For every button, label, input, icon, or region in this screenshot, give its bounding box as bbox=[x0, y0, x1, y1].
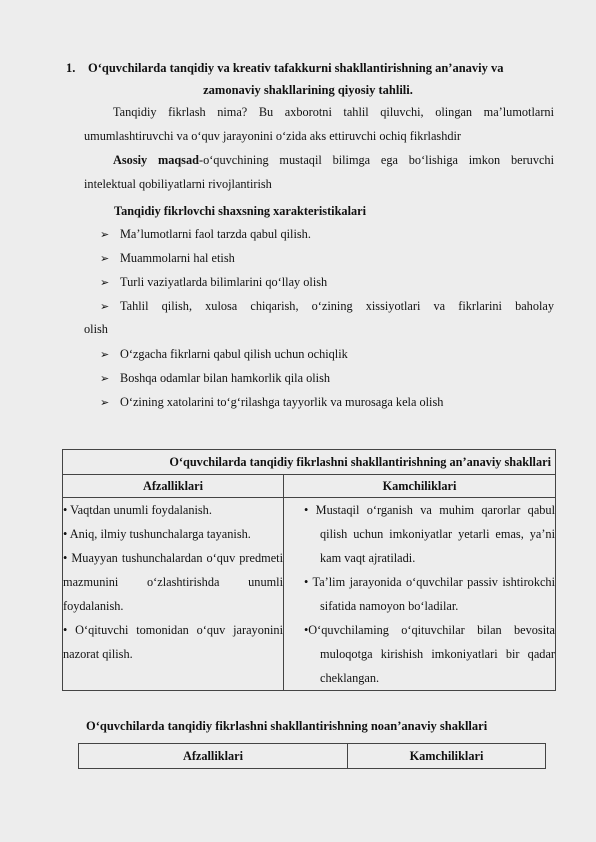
list-item: • Aniq, ilmiy tushunchalarga tayanish. bbox=[63, 527, 251, 541]
table-title: O‘quvchilarda tanqidiy fikrlashni shakllantirishning an’anaviy shakllari bbox=[63, 450, 556, 475]
list-item: • Muayyan tushunchalardan o‘quv predmeti mazmunini o‘zlashtirishda unumli foydalanish. bbox=[63, 551, 283, 613]
non-traditional-forms-table bbox=[78, 743, 546, 769]
trait-item: ➢ Tahlil qilish, xulosa chiqarish, o‘zining xissiyotlari va fikrlarini baholay bbox=[100, 294, 554, 319]
trait-item: ➢ Ma’lumotlarni faol tarzda qabul qilish. bbox=[100, 222, 554, 247]
arrow-bullet-icon: ➢ bbox=[100, 252, 110, 265]
goal-paragraph bbox=[84, 148, 554, 196]
arrow-bullet-icon: ➢ bbox=[100, 228, 110, 241]
list-item: •O‘quvchilaming o‘qituvchilar bilan bevosita muloqotga kirishish imkoniyatlari bir qadar cheklangan. bbox=[304, 623, 555, 685]
list-item: • Ta’lim jarayonida o‘quvchilar passiv ishtirokchi sifatida namoyon bo‘ladilar. bbox=[304, 575, 555, 613]
goal-text: -o‘quvchining mustaqil bilimga ega bo‘lishiga imkon beruvchi intelektual qobiliyatlarni rivojlantirish bbox=[84, 153, 554, 191]
arrow-bullet-icon: ➢ bbox=[100, 348, 110, 361]
trait-item: ➢ Turli vaziyatlarda bilimlarini qo‘llay olish bbox=[100, 270, 554, 295]
heading-number: 1. bbox=[66, 61, 76, 75]
disadvantages-cell bbox=[284, 498, 556, 691]
list-item: • Vaqtdan unumli foydalanish. bbox=[63, 503, 212, 517]
trait-item-continuation: olish bbox=[84, 322, 108, 336]
arrow-bullet-icon: ➢ bbox=[100, 300, 110, 313]
arrow-bullet-icon: ➢ bbox=[100, 276, 110, 289]
arrow-bullet-icon: ➢ bbox=[100, 396, 110, 409]
column-header-disadvantages: Kamchiliklari bbox=[284, 475, 556, 498]
trait-item: ➢ O‘zining xatolarini to‘g‘rilashga tayyorlik va murosaga kela olish bbox=[100, 390, 554, 415]
list-item: • Mustaqil o‘rganish va muhim qarorlar qabul qilish uchun imkoniyatlar yetarli emas, ya’ni kam vaqt ajratiladi. bbox=[304, 503, 555, 565]
table2-title: O‘quvchilarda tanqidiy fikrlashni shakllantirishning noan’anaviy shakllari bbox=[86, 719, 488, 733]
column-header-disadvantages: Kamchiliklari bbox=[348, 744, 546, 769]
intro-paragraph: Tanqidiy fikrlash nima? Bu axborotni tahlil qiluvchi, olingan ma’lumotlarni umumlashtiruvchi va o‘quv jarayonini o‘zida aks ettiruvchi ochiq fikrlashdir bbox=[84, 105, 554, 143]
goal-label: Asosiy maqsad bbox=[113, 153, 199, 167]
column-header-advantages: Afzalliklari bbox=[63, 475, 284, 498]
trait-item: ➢ Muammolarni hal etish bbox=[100, 246, 554, 271]
arrow-bullet-icon: ➢ bbox=[100, 372, 110, 385]
column-header-advantages: Afzalliklari bbox=[79, 744, 348, 769]
trait-item: ➢ Boshqa odamlar bilan hamkorlik qila olish bbox=[100, 366, 554, 391]
heading-line-1: O‘quvchilarda tanqidiy va kreativ tafakkurni shakllantirishning an’anaviy va bbox=[88, 61, 504, 75]
list-item: • O‘qituvchi tomonidan o‘quv jarayonini nazorat qilish. bbox=[63, 623, 283, 661]
traditional-forms-table bbox=[62, 449, 556, 691]
advantages-cell bbox=[63, 498, 284, 691]
trait-item: ➢ O‘zgacha fikrlarni qabul qilish uchun ochiqlik bbox=[100, 342, 554, 367]
heading-line-2: zamonaviy shakllarining qiyosiy tahlili. bbox=[203, 83, 413, 97]
traits-title: Tanqidiy fikrlovchi shaxsning xarakteristikalari bbox=[114, 204, 367, 218]
